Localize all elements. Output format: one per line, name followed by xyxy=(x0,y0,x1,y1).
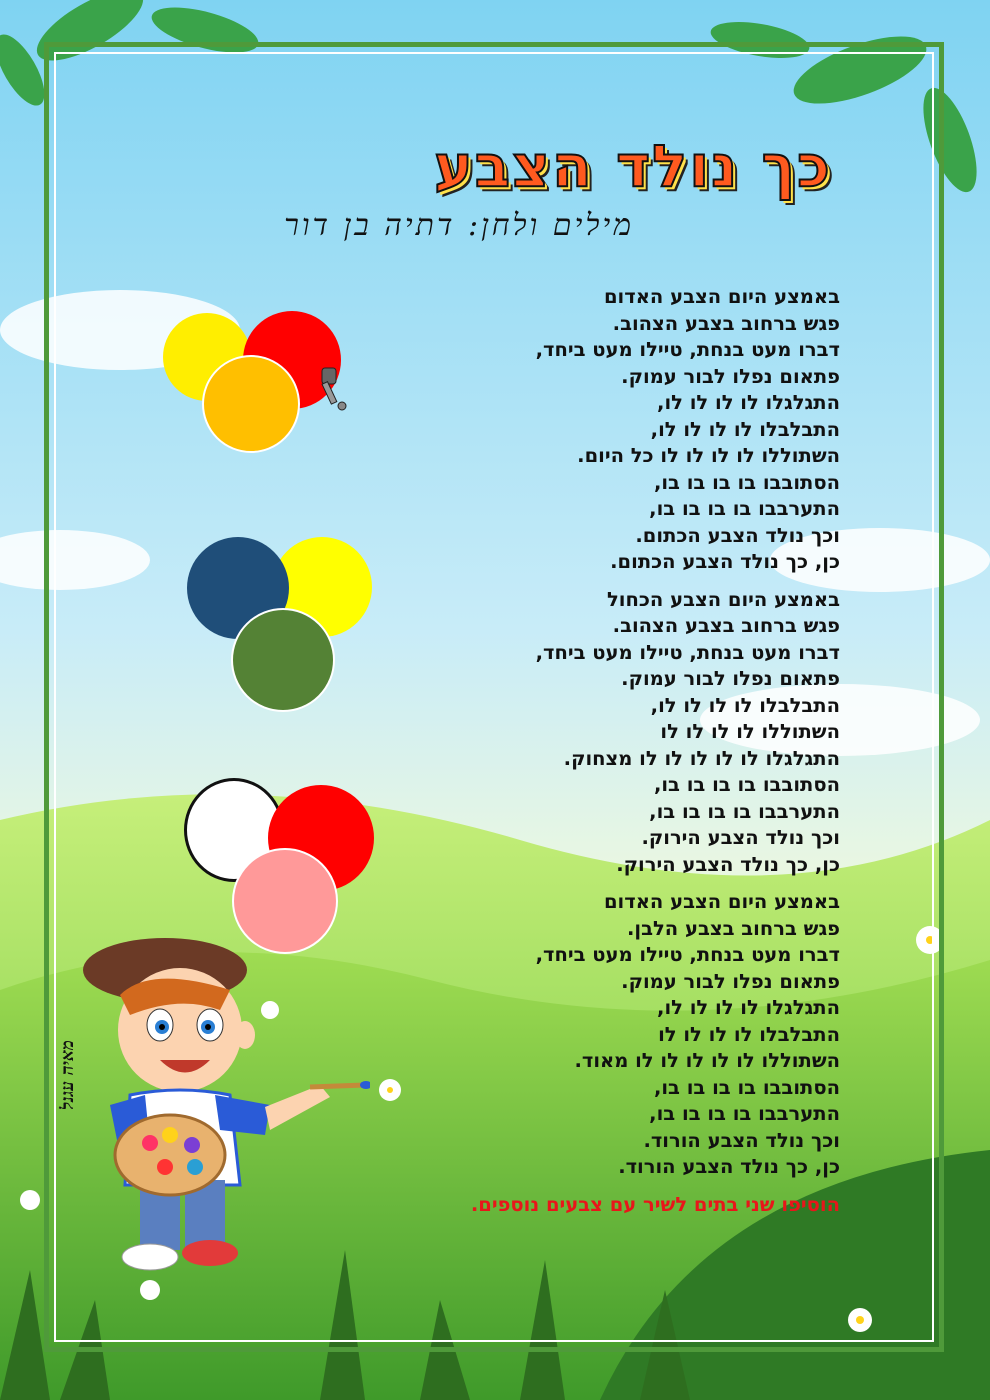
lyric-line: כן, כך נולד הצבע הכתום. xyxy=(610,550,840,573)
lyric-line: דברו מעט בנחת, טיילו מעט ביחד, xyxy=(535,943,840,966)
lyric-line: התערבבו בו בו בו בו, xyxy=(649,1102,840,1125)
lyric-line: התבלבלו לו לו לו לו xyxy=(658,1022,840,1046)
lyric-line: התגלגלו לו לו לו לו לו מצחוק. xyxy=(563,746,840,770)
lyric-line: פגש ברחוב בצבע הצהוב. xyxy=(612,614,840,637)
lyric-line: השתוללו לו לו לו לו xyxy=(660,720,840,743)
lyric-line: כן, כך נולד הצבע הירוק. xyxy=(616,852,840,876)
lyric-line: התגלגלו לו לו לו לו, xyxy=(657,996,840,1019)
lyric-line: פגש ברחוב בצבע הלבן. xyxy=(627,916,840,940)
lyric-line: התערבבו בו בו בו בו, xyxy=(649,799,840,823)
song-title: כך נולד הצבע xyxy=(434,132,832,200)
lyric-line: פגש ברחוב בצבע הצהוב. xyxy=(612,311,840,335)
stanza-1 xyxy=(280,284,840,576)
lyric-line: וכך נולד הצבע הורוד. xyxy=(643,1128,840,1152)
lyric-line: הסתובבו בו בו בו בו, xyxy=(653,1075,840,1099)
lyric-line: התגלגלו לו לו לו לו, xyxy=(657,391,840,414)
lyric-line: השתוללו לו לו לו לו כל היום. xyxy=(577,444,840,467)
lyric-line: התערבבו בו בו בו בו, xyxy=(649,497,840,520)
song-credit: מילים ולחן: דתיה בן דור xyxy=(284,208,634,243)
lyric-line: באמצע היום הצבע האדום xyxy=(603,890,840,913)
painter-boy-illustration xyxy=(70,935,370,1295)
lyric-line: דברו מעט בנחת, טיילו מעט ביחד, xyxy=(535,640,840,664)
lyric-line: פתאום נפלו לבור עמוק. xyxy=(621,969,840,993)
lyric-line: דברו מעט בנחת, טיילו מעט ביחד, xyxy=(535,338,840,361)
lyric-line: באמצע היום הצבע הכחול xyxy=(606,587,840,611)
lyric-line: התבלבלו לו לו לו לו, xyxy=(650,417,840,441)
lyric-line: פתאום נפלו לבור עמוק. xyxy=(621,667,840,690)
lyric-line: פתאום נפלו לבור עמוק. xyxy=(621,364,840,388)
color-circle-1c xyxy=(202,355,300,453)
lyric-line: התבלבלו לו לו לו לו, xyxy=(650,693,840,717)
lyric-line: הסתובבו בו בו בו בו, xyxy=(653,470,840,494)
activity-note: הוסיפו שני בתים לשיר עם צבעים נוספים. xyxy=(470,1192,840,1216)
lyric-line: וכך נולד הצבע הירוק. xyxy=(641,826,840,849)
lyric-line: באמצע היום הצבע האדום xyxy=(603,285,840,308)
lyric-line: כן, כך נולד הצבע הורוד. xyxy=(618,1155,840,1178)
lyric-line: השתוללו לו לו לו לו לו מאוד. xyxy=(574,1049,840,1072)
lyric-line: הסתובבו בו בו בו בו, xyxy=(653,773,840,796)
paint-tube-icon xyxy=(312,362,352,414)
color-circle-2c xyxy=(231,608,335,712)
lyric-line: וכך נולד הצבע הכתום. xyxy=(635,523,840,547)
artist-signature: מאיה עגנל xyxy=(58,1040,78,1110)
